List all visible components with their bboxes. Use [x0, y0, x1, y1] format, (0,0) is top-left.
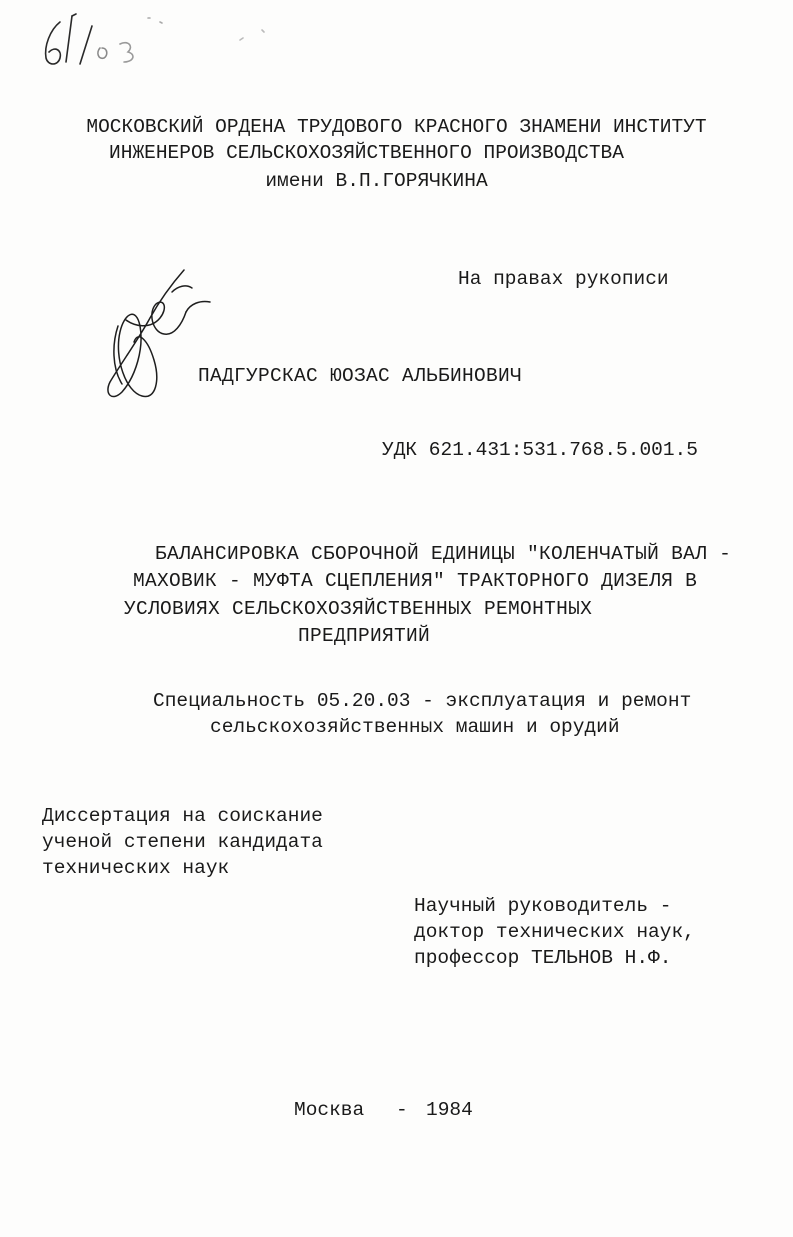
dissertation-line-3: технических наук	[42, 857, 230, 879]
title-line-1: БАЛАНСИРОВКА СБОРОЧНОЙ ЕДИНИЦЫ "КОЛЕНЧАТЫЙ ВАЛ -	[155, 543, 732, 565]
supervisor-line-2: доктор технических наук,	[414, 921, 695, 943]
footer-city: Москва	[294, 1099, 365, 1121]
specialty-line-1: Специальность 05.20.03 - эксплуатация и ремонт	[153, 690, 692, 712]
title-line-3: УСЛОВИЯХ СЕЛЬСКОХОЗЯЙСТВЕННЫХ РЕМОНТНЫХ	[124, 598, 593, 620]
footer-dash: -	[396, 1099, 408, 1121]
udc-code: УДК 621.431:531.768.5.001.5	[382, 439, 698, 461]
manuscript-note: На правах рукописи	[458, 268, 669, 290]
specialty-line-2: сельскохозяйственных машин и орудий	[210, 716, 620, 738]
dissertation-line-2: ученой степени кандидата	[42, 831, 323, 853]
title-line-4: ПРЕДПРИЯТИЙ	[298, 625, 431, 647]
supervisor-line-1: Научный руководитель -	[414, 895, 672, 917]
institution-line-2: ИНЖЕНЕРОВ СЕЛЬСКОХОЗЯЙСТВЕННОГО ПРОИЗВОДСТВА	[109, 142, 624, 164]
footer-year: 1984	[426, 1099, 473, 1121]
institution-line-3: имени В.П.ГОРЯЧКИНА	[265, 170, 488, 192]
supervisor-line-3: профессор ТЕЛЬНОВ Н.Ф.	[414, 947, 672, 969]
dissertation-line-1: Диссертация на соискание	[42, 805, 323, 827]
institution-line-1: МОСКОВСКИЙ ОРДЕНА ТРУДОВОГО КРАСНОГО ЗНАМЕНИ ИНСТИТУТ	[86, 116, 707, 138]
title-line-2: МАХОВИК - МУФТА СЦЕПЛЕНИЯ" ТРАКТОРНОГО ДИЗЕЛЯ В	[133, 570, 698, 592]
author-name: ПАДГУРСКАС ЮОЗАС АЛЬБИНОВИЧ	[198, 365, 523, 387]
